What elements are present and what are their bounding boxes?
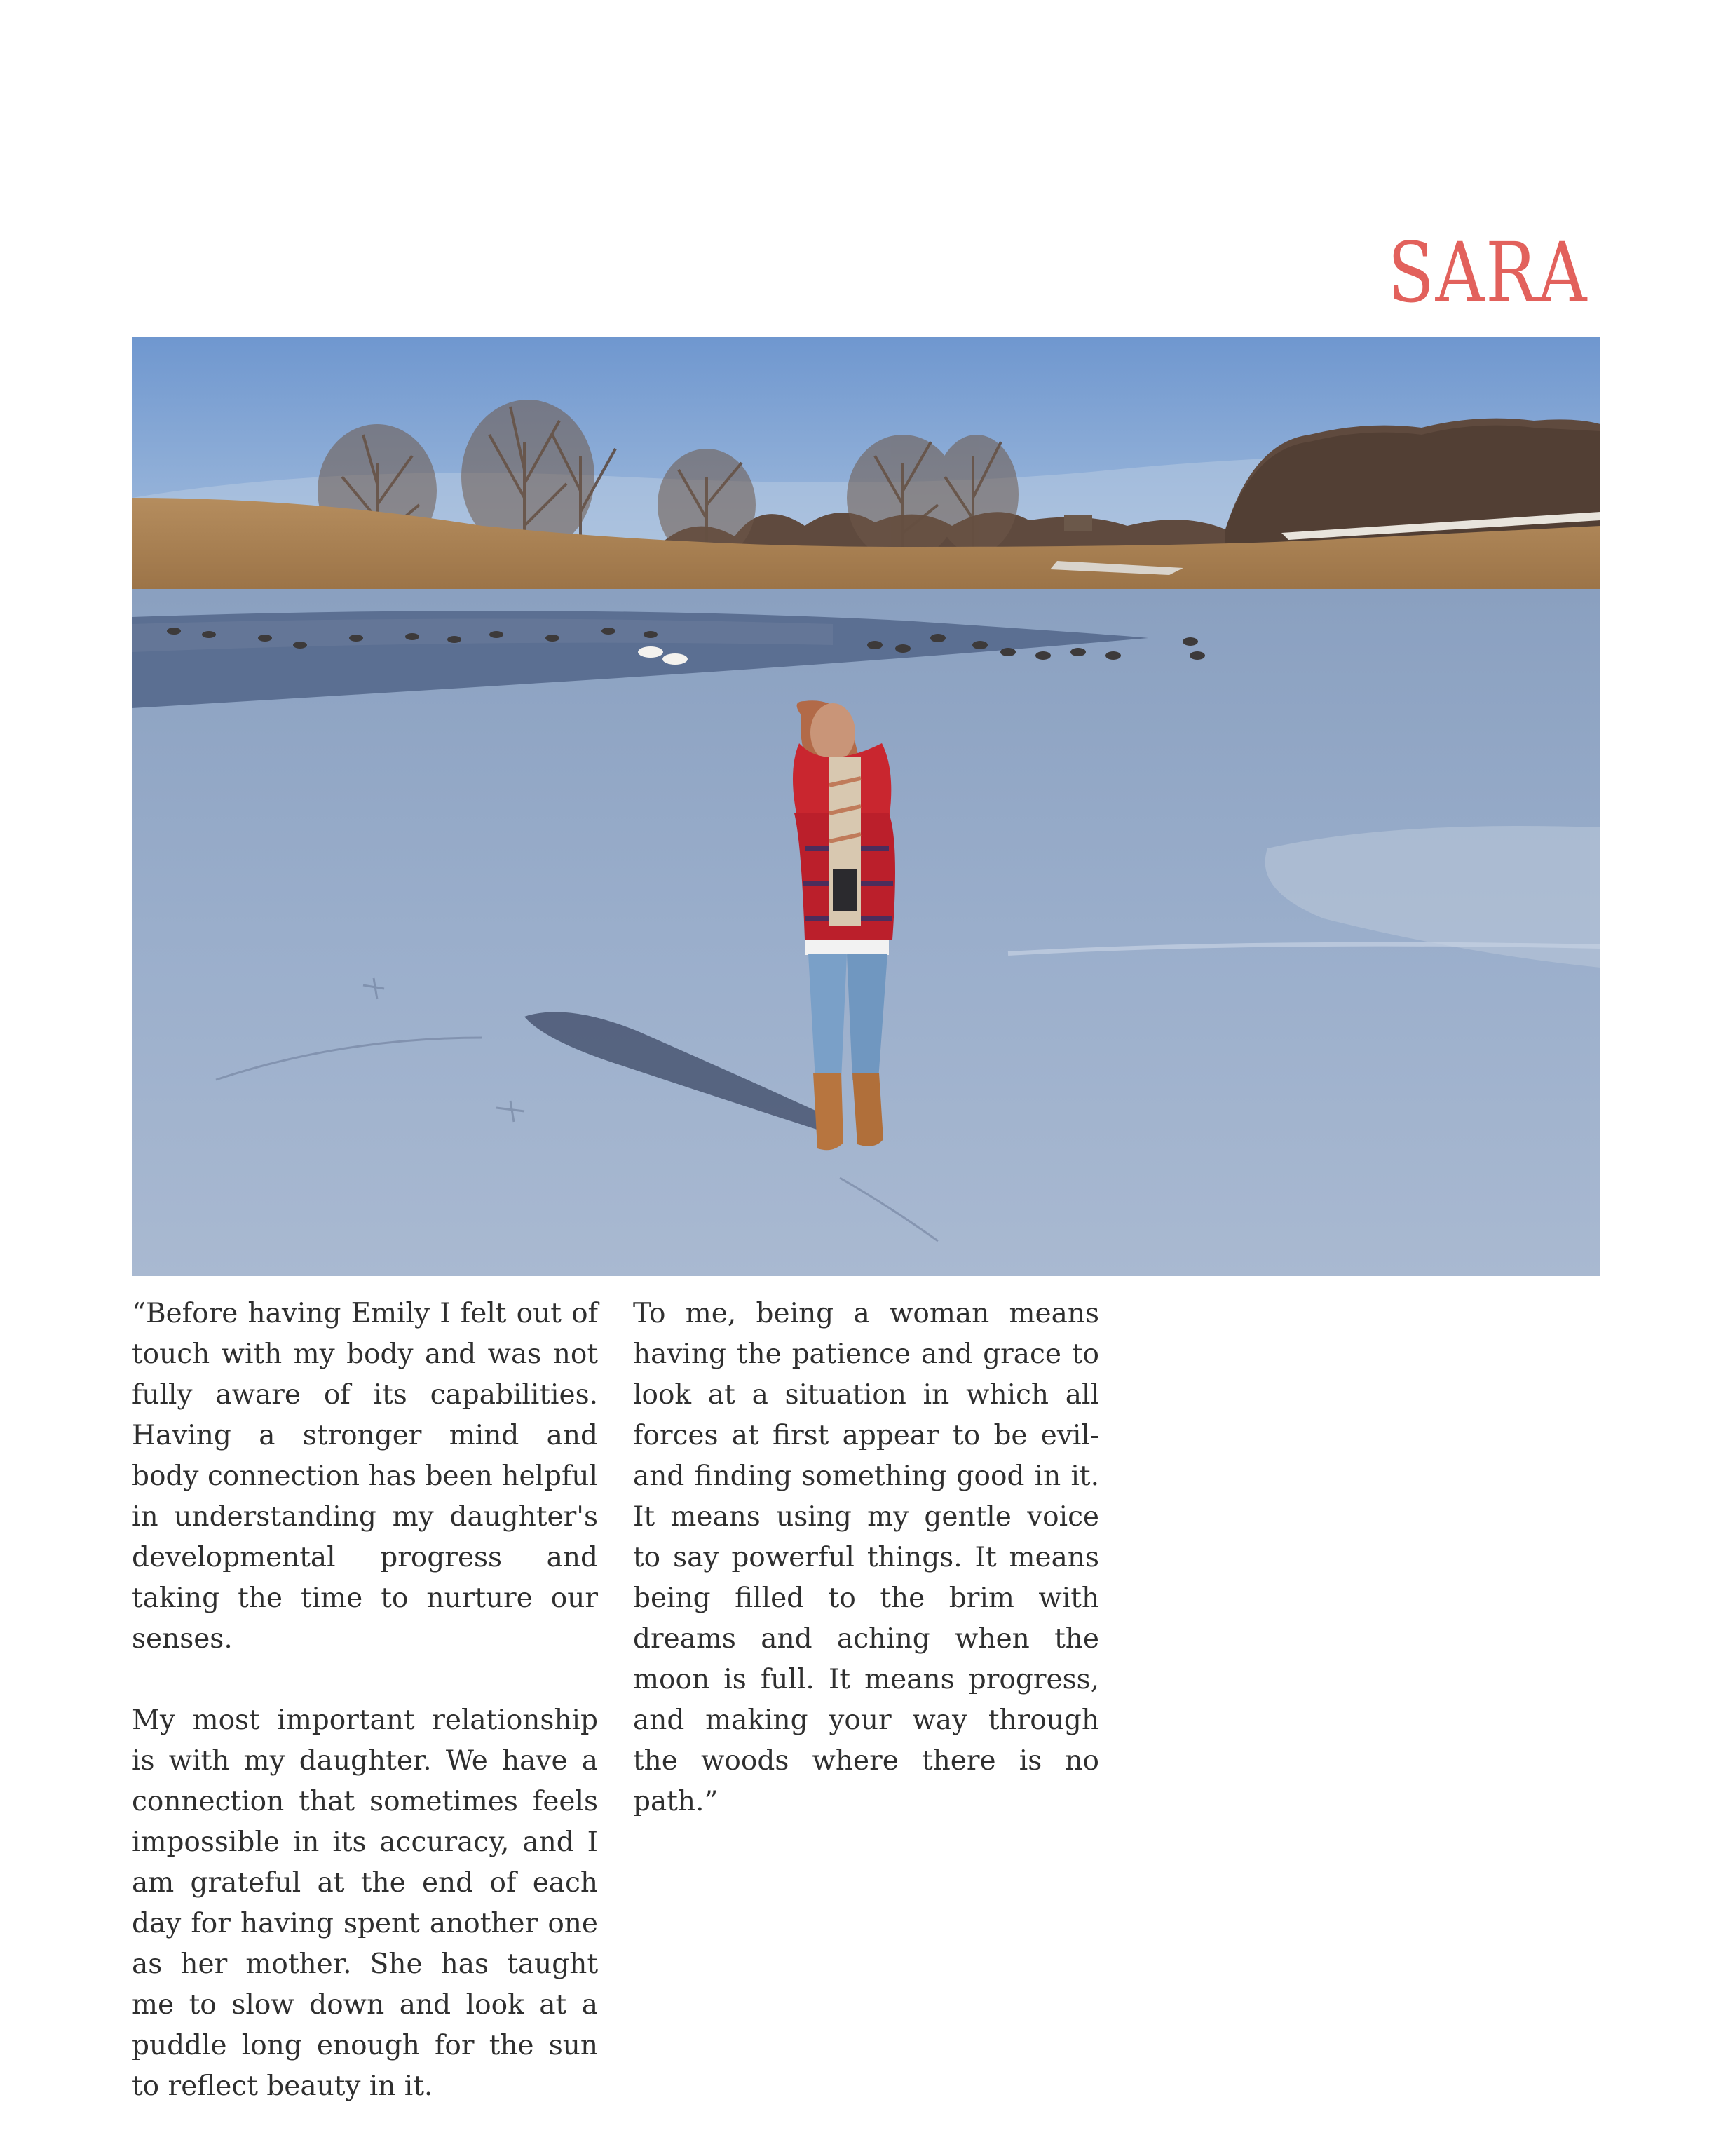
text-column-right xyxy=(633,1294,1099,1822)
paragraph: My most important relationship is with my daughter. We have a connection that sometimes feels impossible in its accuracy, and I am grateful at the end of each day for having spent another one as her mother. She has taught me to slow down and look at a puddle long enough for the sun to reflect beauty in it. xyxy=(132,1704,598,2102)
photo-frozen-lake xyxy=(132,337,1600,1276)
paragraph: “Before having Emily I felt out of touch with my body and was not fully aware of its capabilities. Having a stronger mind and body connection has been helpful in understanding my daughter's developmental progress and taking the time to nurture our senses. xyxy=(132,1298,598,1655)
paragraph: To me, being a woman means having the patience and grace to look at a situation in which all forces at first appear to be evil-and finding something good in it. It means using my gentle voice to say powerful things. It means being filled to the brim with dreams and aching when the moon is full. It means progress, and making your way through the woods where there is no path.” xyxy=(633,1298,1099,1817)
page-title: SARA xyxy=(1387,224,1588,321)
text-column-left xyxy=(132,1294,598,2107)
